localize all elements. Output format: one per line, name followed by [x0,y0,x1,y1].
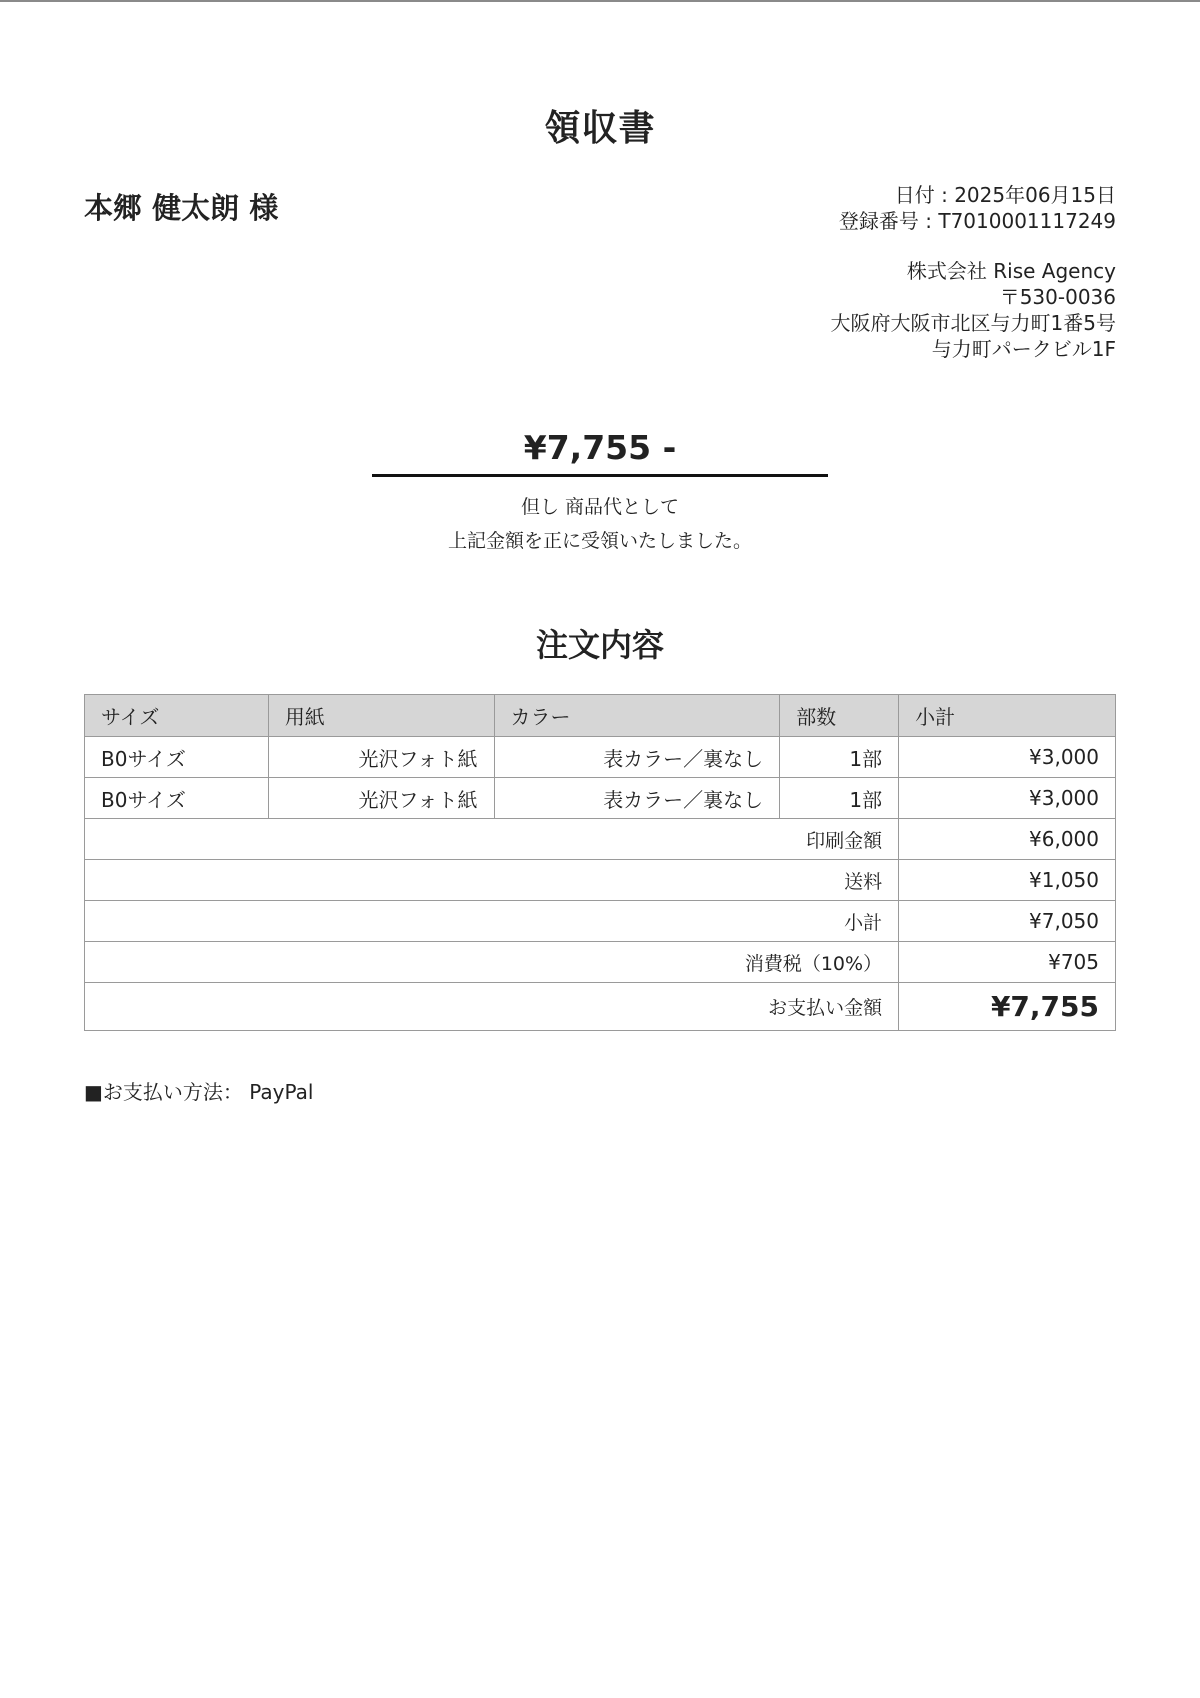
receipt-meta [839,182,1116,234]
payment-method: ■お支払い方法： PayPal [84,1080,314,1104]
issuer-company: 株式会社 Rise Agency [906,259,1116,283]
issuer-address-line-2: 与力町パークビル1F [931,337,1116,361]
grand-total-label: お支払い金額 [85,983,899,1031]
cell-paper: 光沢フォト紙 [268,778,494,819]
cell-size: B0サイズ [85,778,269,819]
summary-row-grand-total [85,983,1116,1031]
summary-value: ¥6,000 [899,819,1116,860]
grand-total-value: ¥7,755 [899,983,1116,1031]
receipt-amount: ¥7,755 - [523,428,677,467]
cell-subtotal: ¥3,000 [899,778,1116,819]
issuer-block [831,258,1116,362]
header-copies: 部数 [780,695,899,737]
issue-date: 日付 : 2025年06月15日 [894,183,1116,207]
cell-color: 表カラー／裏なし [494,737,780,778]
cell-subtotal: ¥3,000 [899,737,1116,778]
top-border [0,0,1200,2]
recipient-name: 本郷 健太朗 様 [84,191,279,225]
issuer-postal-code: 〒530-0036 [999,285,1116,309]
summary-row-subtotal [85,901,1116,942]
purpose-note: 但し 商品代として [520,496,680,518]
cell-copies: 1部 [780,737,899,778]
table-row [85,737,1116,778]
summary-row-print-amount [85,819,1116,860]
summary-value: ¥7,050 [899,901,1116,942]
issuer-address-line-1: 大阪府大阪市北区与力町1番5号 [830,311,1116,335]
header-paper: 用紙 [268,695,494,737]
cell-color: 表カラー／裏なし [494,778,780,819]
header-subtotal: 小計 [899,695,1116,737]
summary-row-tax [85,942,1116,983]
cell-paper: 光沢フォト紙 [268,737,494,778]
cell-copies: 1部 [780,778,899,819]
summary-value: ¥1,050 [899,860,1116,901]
document-title: 領収書 [544,108,656,149]
cell-size: B0サイズ [85,737,269,778]
summary-label: 印刷金額 [85,819,899,860]
amount-underline [372,474,828,477]
receipt-confirmation: 上記金額を正に受領いたしました。 [447,530,752,552]
summary-row-shipping [85,860,1116,901]
summary-label: 送料 [85,860,899,901]
summary-value: ¥705 [899,942,1116,983]
order-section-title: 注文内容 [535,626,664,664]
table-header-row [85,695,1116,737]
header-color: カラー [494,695,780,737]
order-table [84,694,1116,1031]
table-row [85,778,1116,819]
summary-label: 消費税（10%） [85,942,899,983]
summary-label: 小計 [85,901,899,942]
registration-number: 登録番号 : T7010001117249 [838,209,1116,233]
header-size: サイズ [85,695,269,737]
